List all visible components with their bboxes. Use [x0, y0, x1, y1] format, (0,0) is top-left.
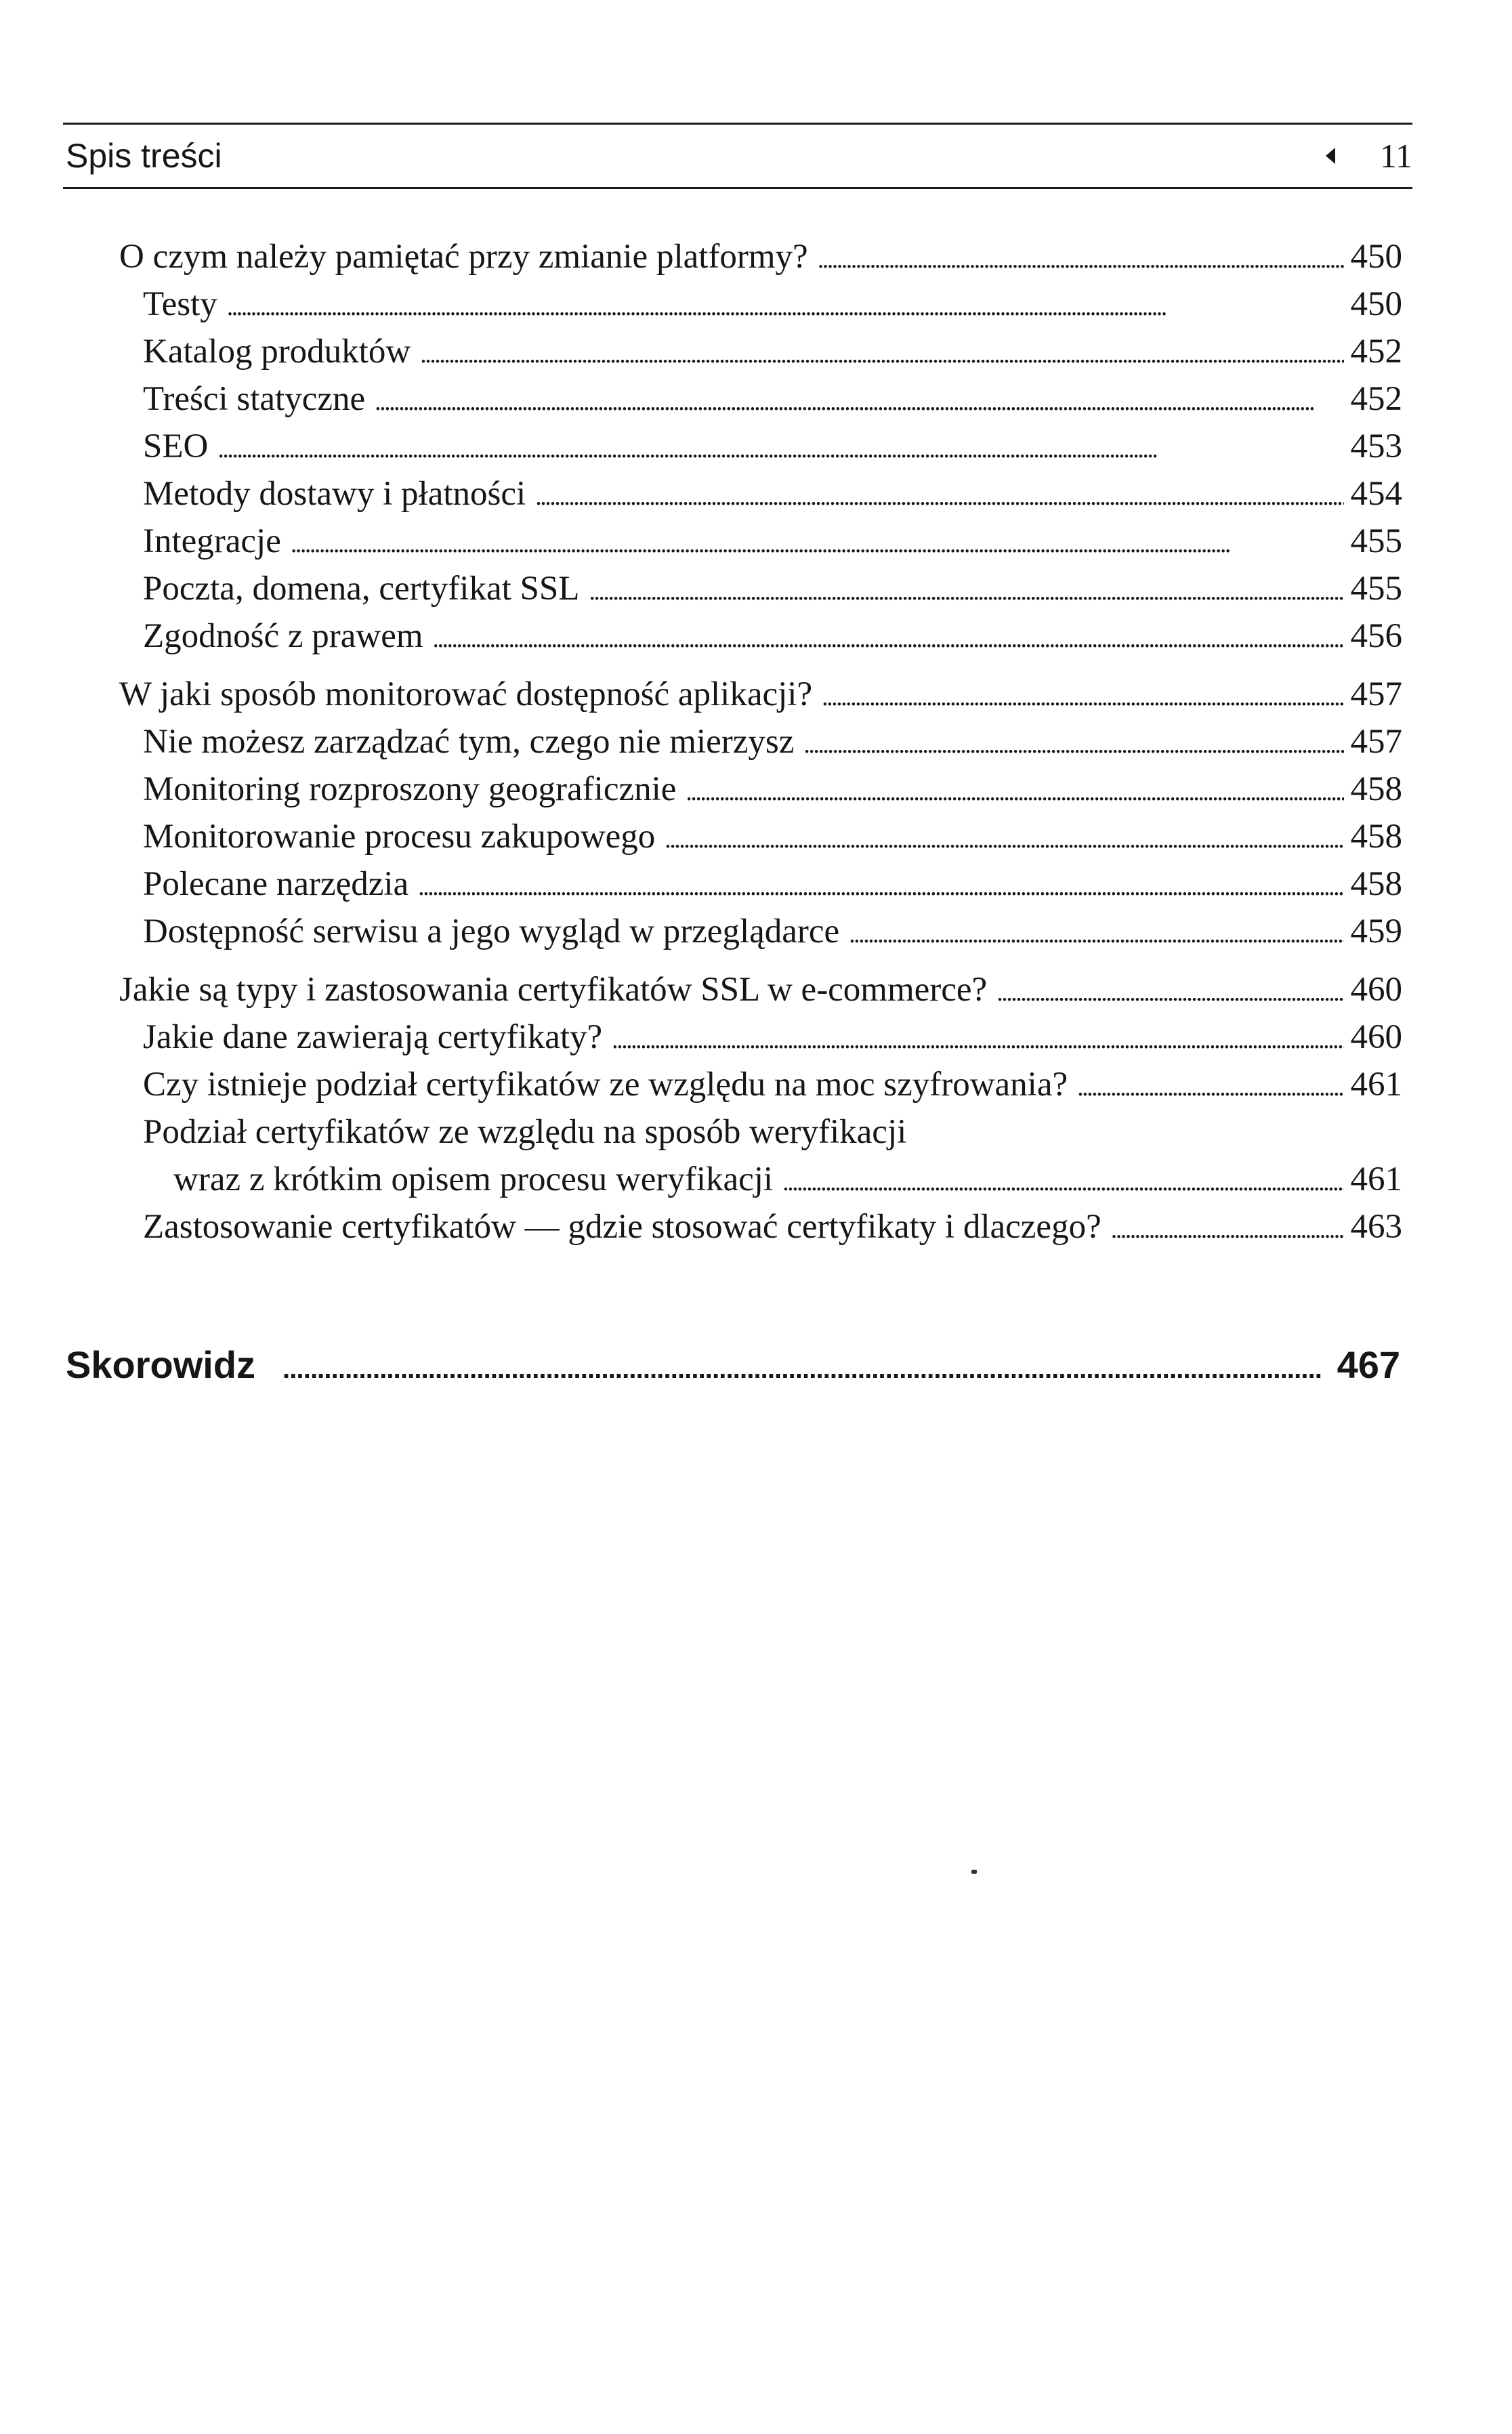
- toc-entry-label: Poczta, domena, certyfikat SSL: [143, 570, 580, 608]
- page-number: 11: [1379, 137, 1412, 175]
- toc-entry-label: O czym należy pamiętać przy zmianie platformy?: [119, 238, 808, 276]
- toc-entry-label: Nie możesz zarządzać tym, czego nie mierzysz: [143, 723, 795, 761]
- toc-entry-label: Monitorowanie procesu zakupowego: [143, 818, 656, 856]
- toc-entry[interactable]: [143, 329, 1402, 374]
- toc-entry[interactable]: [143, 767, 1402, 812]
- toc-entry[interactable]: [143, 719, 1402, 764]
- index-label: Skorowidz: [66, 1343, 256, 1386]
- toc-entry-page: 458: [1350, 818, 1402, 856]
- triangle-left-icon: [1326, 148, 1335, 164]
- toc-entry-page: 450: [1350, 238, 1402, 276]
- toc-entry[interactable]: [143, 1062, 1402, 1107]
- toc-entry[interactable]: [143, 814, 1402, 859]
- toc-entry-label: Jakie dane zawierają certyfikaty?: [143, 1018, 603, 1056]
- page-marker: [1326, 135, 1412, 176]
- dot-leader: [217, 427, 1343, 471]
- toc-entry-page: 452: [1350, 333, 1402, 371]
- toc-entry-label: Czy istnieje podział certyfikatów ze względu na moc szyfrowania?: [143, 1066, 1068, 1104]
- toc-entry-label: Monitoring rozproszony geograficznie: [143, 770, 677, 808]
- toc-entry[interactable]: [143, 377, 1402, 421]
- dot-leader: [291, 522, 1344, 566]
- toc-entry[interactable]: [143, 424, 1402, 469]
- dot-leader: [420, 332, 1343, 377]
- toc-entry[interactable]: [173, 1157, 1402, 1202]
- dot-leader: [818, 237, 1344, 282]
- toc-entry-page: 454: [1350, 475, 1402, 513]
- index-entry[interactable]: [66, 1341, 1400, 1393]
- toc-entry-page: 452: [1350, 380, 1402, 418]
- dot-leader: [282, 1345, 1321, 1393]
- toc-entry-label: Treści statyczne: [143, 380, 366, 418]
- toc-entry-page: 453: [1350, 427, 1402, 465]
- header-bottom-rule: [63, 187, 1412, 189]
- dot-leader: [589, 569, 1343, 614]
- print-speck: [971, 1870, 977, 1874]
- dot-leader: [227, 285, 1344, 329]
- toc-entry-page: 458: [1350, 865, 1402, 903]
- dot-leader: [535, 474, 1343, 519]
- toc-entry[interactable]: [143, 1204, 1402, 1249]
- toc-entry[interactable]: [143, 282, 1402, 327]
- toc-entry-page: 463: [1350, 1208, 1402, 1246]
- toc-entry-page: 461: [1350, 1066, 1402, 1104]
- toc-entry-page: 455: [1350, 522, 1402, 560]
- dot-leader: [782, 1160, 1343, 1204]
- toc-entry[interactable]: [119, 234, 1402, 279]
- dot-leader: [433, 616, 1344, 661]
- dot-leader: [375, 379, 1343, 424]
- toc-entry[interactable]: [143, 1110, 1402, 1154]
- toc-entry-page: 460: [1350, 971, 1402, 1009]
- toc-entry[interactable]: [143, 566, 1402, 611]
- dot-leader: [665, 817, 1343, 862]
- toc-entry-page: 457: [1350, 723, 1402, 761]
- toc-entry-page: 455: [1350, 570, 1402, 608]
- dot-leader: [849, 912, 1343, 957]
- toc-entry-label: Integracje: [143, 522, 281, 560]
- toc-entry-page: 457: [1350, 675, 1402, 713]
- dot-leader: [1111, 1207, 1344, 1252]
- toc-entry-page: 461: [1350, 1160, 1402, 1198]
- toc-entry[interactable]: [143, 471, 1402, 516]
- toc-entry[interactable]: [143, 909, 1402, 954]
- toc-entry-page: 456: [1350, 617, 1402, 655]
- dot-leader: [686, 770, 1343, 814]
- toc-entry[interactable]: [119, 672, 1402, 717]
- toc-entry-page: 459: [1350, 912, 1402, 950]
- toc-entry-label: SEO: [143, 427, 209, 465]
- toc-entry[interactable]: [143, 614, 1402, 658]
- toc-entry-label: Dostępność serwisu a jego wygląd w przeglądarce: [143, 912, 840, 950]
- toc-entry-page: 450: [1350, 285, 1402, 323]
- dot-leader: [612, 1017, 1343, 1062]
- toc-entry-label: Testy: [143, 285, 217, 323]
- toc-entry-label: Zastosowanie certyfikatów — gdzie stosować certyfikaty i dlaczego?: [143, 1208, 1101, 1246]
- toc-entry-label: Podział certyfikatów ze względu na sposób weryfikacji: [143, 1113, 907, 1151]
- toc-entry[interactable]: [143, 519, 1402, 564]
- dot-leader: [1077, 1065, 1343, 1110]
- dot-leader: [418, 864, 1343, 909]
- toc-entry-label: Metody dostawy i płatności: [143, 475, 526, 513]
- toc-entry-label: Polecane narzędzia: [143, 865, 409, 903]
- toc-entry-label: wraz z krótkim opisem procesu weryfikacji: [173, 1160, 774, 1198]
- running-title: Spis treści: [66, 137, 222, 175]
- dot-leader: [803, 722, 1343, 767]
- toc-entry-label: Katalog produktów: [143, 333, 411, 371]
- toc-entry[interactable]: [143, 1015, 1402, 1059]
- toc-entry[interactable]: [119, 967, 1402, 1012]
- toc-entry-label: Zgodność z prawem: [143, 617, 423, 655]
- toc-entry-page: 460: [1350, 1018, 1402, 1056]
- dot-leader: [822, 675, 1343, 719]
- header-top-rule: [63, 123, 1412, 125]
- toc-entry[interactable]: [143, 862, 1402, 906]
- toc-entry-page: 458: [1350, 770, 1402, 808]
- toc-entry-label: W jaki sposób monitorować dostępność aplikacji?: [119, 675, 813, 713]
- toc-entry-label: Jakie są typy i zastosowania certyfikatów SSL w e-commerce?: [119, 971, 988, 1009]
- index-page-number: 467: [1337, 1343, 1400, 1386]
- dot-leader: [996, 970, 1343, 1015]
